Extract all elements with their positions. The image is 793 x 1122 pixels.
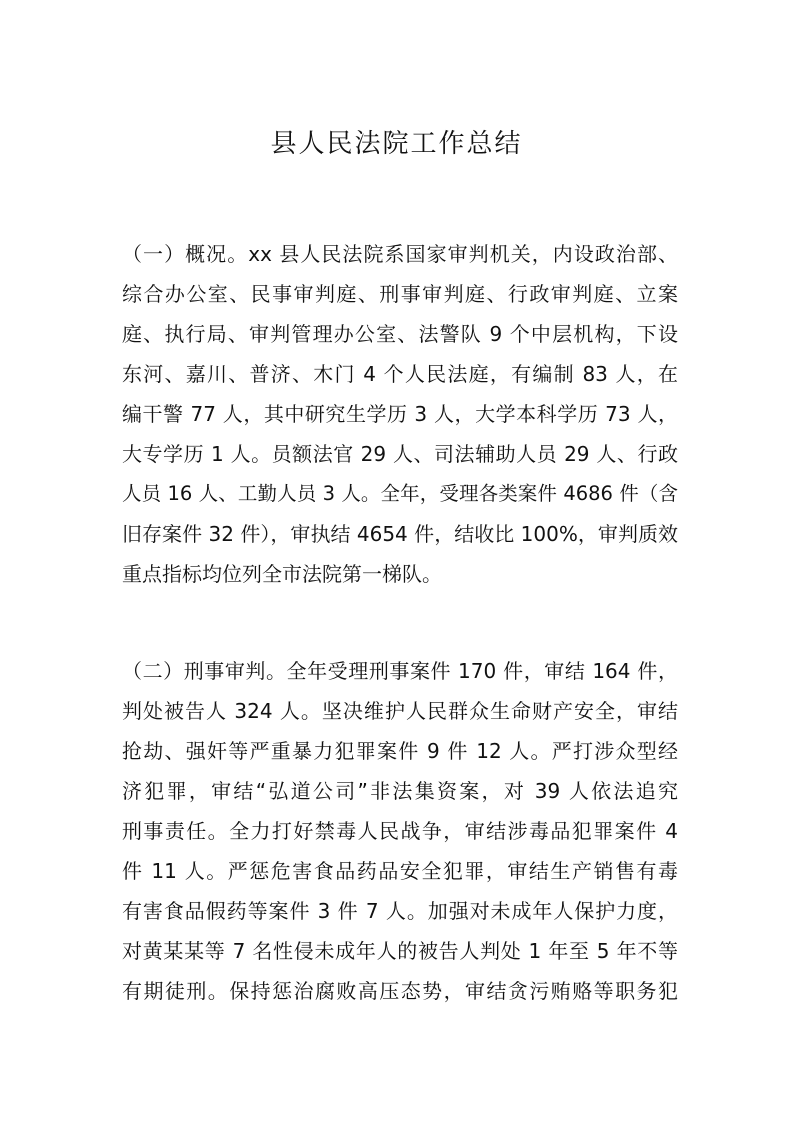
text-line: 大专学历 1 人。员额法官 29 人、司法辅助人员 29 人、行政 xyxy=(122,442,678,466)
text-line: （一）概况。xx 县人民法院系国家审判机关，内设政治部、 xyxy=(122,242,678,266)
paragraph-criminal-trial xyxy=(122,651,678,1011)
text-line: 重点指标均位列全市法院第一梯队。 xyxy=(122,562,442,586)
text-line: 判处被告人 324 人。坚决维护人民群众生命财产安全，审结 xyxy=(122,699,678,723)
text-line: 编干警 77 人，其中研究生学历 3 人，大学本科学历 73 人， xyxy=(122,402,678,426)
paragraph-overview xyxy=(122,234,678,594)
text-line: 旧存案件 32 件），审执结 4654 件，结收比 100%，审判质效 xyxy=(122,522,678,546)
document-title: 县人民法院工作总结 xyxy=(270,129,523,159)
text-line: 人员 16 人、工勤人员 3 人。全年，受理各类案件 4686 件（含 xyxy=(122,482,678,505)
text-line: 有期徒刑。保持惩治腐败高压态势，审结贪污贿赂等职务犯 xyxy=(122,979,678,1003)
text-line: 抢劫、强奸等严重暴力犯罪案件 9 件 12 人。严打涉众型经 xyxy=(122,739,678,763)
text-line: 东河、嘉川、普济、木门 4 个人民法庭，有编制 83 人，在 xyxy=(122,362,678,386)
text-line: 济犯罪，审结“弘道公司”非法集资案，对 39 人依法追究 xyxy=(122,779,678,803)
text-line: 对黄某某等 7 名性侵未成年人的被告人判处 1 年至 5 年不等 xyxy=(122,939,678,963)
text-line: 有害食品假药等案件 3 件 7 人。加强对未成年人保护力度， xyxy=(122,899,678,923)
text-line: （二）刑事审判。全年受理刑事案件 170 件，审结 164 件， xyxy=(122,659,678,683)
text-line: 庭、执行局、审判管理办公室、法警队 9 个中层机构，下设 xyxy=(122,322,678,346)
text-line: 件 11 人。严惩危害食品药品安全犯罪，审结生产销售有毒 xyxy=(122,859,678,883)
text-line: 综合办公室、民事审判庭、刑事审判庭、行政审判庭、立案 xyxy=(122,282,678,306)
text-line: 刑事责任。全力打好禁毒人民战争，审结涉毒品犯罪案件 4 xyxy=(122,819,678,843)
